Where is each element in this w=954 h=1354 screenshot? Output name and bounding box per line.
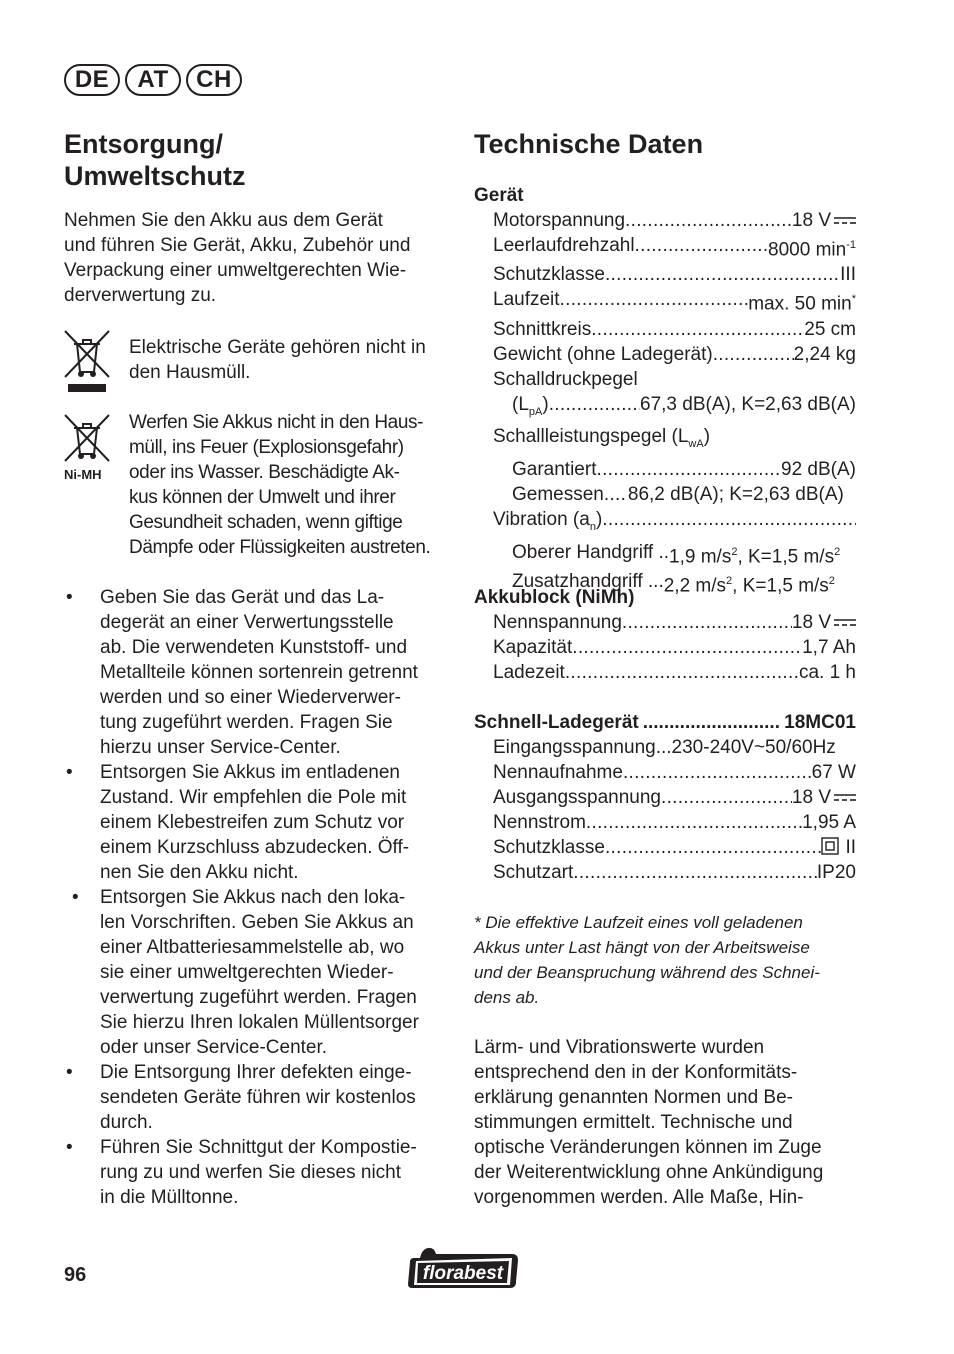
weee-bin-icon [64,330,110,401]
spec-row: Leerlaufdrehzahl ..... 8000 $\min^{-1}$ [474,233,856,262]
spec-row: Schutzart ..... IP20 [474,860,856,885]
weee-text [129,335,454,385]
spec-row: Ladezeit ..... ca. 1 h [474,660,856,685]
text-line: den Hausmüll. [129,362,251,383]
text-line: der Weiterentwicklung ohne Ankündigung [474,1162,824,1183]
text-line: Nehmen Sie den Akku aus dem Gerät [64,210,383,231]
spec-row: Zusatzhandgriff ... 2,2 $m/s^2$, K=1,5 $m/s^2$ [512,571,835,597]
text-line: derverwertung zu. [64,285,217,306]
bullet: • [66,587,73,608]
charger-specs [474,710,856,885]
country-de: DE [64,64,120,96]
battery-specs [474,585,856,685]
text-line: Dämpfe oder Flüssigkeiten austreten. [129,537,431,558]
spec-row: Kapazität ..... 1,7 Ah [474,635,856,660]
text-line: kus können der Umwelt und ihrer [129,487,396,508]
country-at: AT [125,64,181,96]
text-line: vorgenommen werden. Alle Maße, Hin- [474,1187,804,1208]
list-item: • Entsorgen Sie Akkus nach den loka- len Vorschriften. Geben Sie Akkus an einer Altbatteriesammelstelle ab, wo sie einer umweltgerechten Wieder- verwertung zugeführt werden. Fragen Sie hierzu Ihren lokalen Müllentsorger oder unser Service-Center. [72,887,419,1058]
spec-row: Gemessen ..... 86,2 dB(A); K=2,63 dB(A) [474,482,856,507]
list-item: • Die Entsorgung Ihrer defekten einge- sendeten Geräte führen wir kostenlos durch. [66,1062,416,1133]
device-specs [474,183,856,599]
protection-class-ii-icon [821,837,839,855]
spec-row: Schutzklasse ..... III [474,262,856,287]
closing-paragraph [474,1035,856,1210]
list-item: • Entsorgen Sie Akkus im entladenen Zustand. Wir empfehlen die Pole mit einem Klebestreifen zum Schutz vor einem Kurzschluss abzudecken. Öff- nen Sie den Akku nicht. [66,762,410,883]
text-line: Verpackung einer umweltgerechten Wie- [64,260,407,281]
tech-data-title: Technische Daten [474,129,704,159]
disposal-bullets [64,585,454,1210]
title-line-1: Entsorgung/ [64,129,223,159]
list-item: • Führen Sie Schnittgut der Kompostie- rung zu und werfen Sie dieses nicht in die Mülltonne. [66,1137,417,1208]
text-line: und führen Sie Gerät, Akku, Zubehör und [64,235,411,256]
spec-row: Nennaufnahme ..... 67 W [474,760,856,785]
spec-row: Laufzeit ..... max. 50 min* [474,287,856,316]
text-line: oder ins Wasser. Beschädigte Ak- [129,462,400,483]
country-ch: CH [186,64,242,96]
text-line: müll, ins Feuer (Explosionsgefahr) [129,437,404,458]
bullet: • [66,1062,73,1083]
spec-row: Eingangsspannung... 230-240V~50/60Hz [493,737,836,758]
bullet: • [66,1137,73,1158]
section-heading: Akkublock (NiMh) [474,587,635,608]
list-item: • Geben Sie das Gerät und das La- degerät an einer Verwertungsstelle ab. Die verwendeten Kunststoff- und Metallteile können sortenrein getrennt werden und so einer Wiederverwer- tung zugeführt werden. Fragen Sie hierzu unser Service-Center. [66,587,418,758]
text-line: * Die effektive Laufzeit eines voll geladenen [474,913,803,932]
text-line: dens ab. [474,988,540,1007]
battery-text [129,410,454,560]
spec-row: Schutzklasse ..... II [474,835,856,860]
spec-row: Vibration $(a_n)$ ..... [474,507,856,540]
country-codes [64,64,242,96]
text-line: Werfen Sie Akkus nicht in den Haus- [129,412,424,433]
text-line: erklärung genannten Normen und Be- [474,1087,793,1108]
spec-row: Schallleistungspegel $(L_{wA})$ [493,426,711,451]
disposal-title [64,128,424,192]
text-line: Lärm- und Vibrationswerte wurden [474,1037,765,1058]
text-line: Elektrische Geräte gehören nicht in [129,337,426,358]
section-heading: Gerät [474,185,524,206]
text-line: und der Beanspruchung während des Schnei- [474,963,820,982]
runtime-footnote [474,910,856,1010]
dc-symbol-icon [834,618,856,628]
bullet: • [72,887,79,908]
text-line: entsprechend den in der Konformitäts- [474,1062,798,1083]
spec-row: Schalldruckpegel [493,368,638,390]
section-heading: Schnell-Ladegerät ..... 18MC01 [474,710,856,735]
bullet: • [66,762,73,783]
spec-row: Nennstrom ..... 1,95 A [474,810,856,835]
text-line: stimmungen ermittelt. Technische und [474,1112,793,1133]
spec-row: Garantiert ..... 92 dB(A) [474,457,856,482]
brand-name: florabest [422,1263,504,1284]
text-line: Akkus unter Last hängt von der Arbeitsweise [474,938,810,957]
dc-symbol-icon [834,793,856,803]
dc-symbol-icon [834,216,856,226]
spec-row: $(L_{pA})$ ..... 67,3 dB(A), K=2,63 dB(A) [474,392,856,425]
spec-row: Motorspannung ..... 18 V [474,208,856,233]
page-number: 96 [64,1264,87,1286]
disposal-intro [64,208,454,308]
florabest-logo [406,1246,520,1295]
text-line: optische Veränderungen können im Zuge [474,1137,822,1158]
nimh-label: Ni-MH [64,467,102,482]
spec-row: Schnittkreis ..... 25 cm [474,317,856,342]
text-line: Gesundheit schaden, wenn giftige [129,512,403,533]
spec-row: Gewicht (ohne Ladegerät) ..... 2,24 kg [474,342,856,367]
title-line-2: Umweltschutz [64,161,246,191]
spec-row: Nennspannung ..... 18 V [474,610,856,635]
spec-row: Ausgangsspannung ..... 18 V [474,785,856,810]
battery-bin-icon [64,414,114,482]
spec-row: Oberer Handgriff .. 1,9 $m/s^2$, K=1,5 $m/s^2$ [512,542,841,568]
